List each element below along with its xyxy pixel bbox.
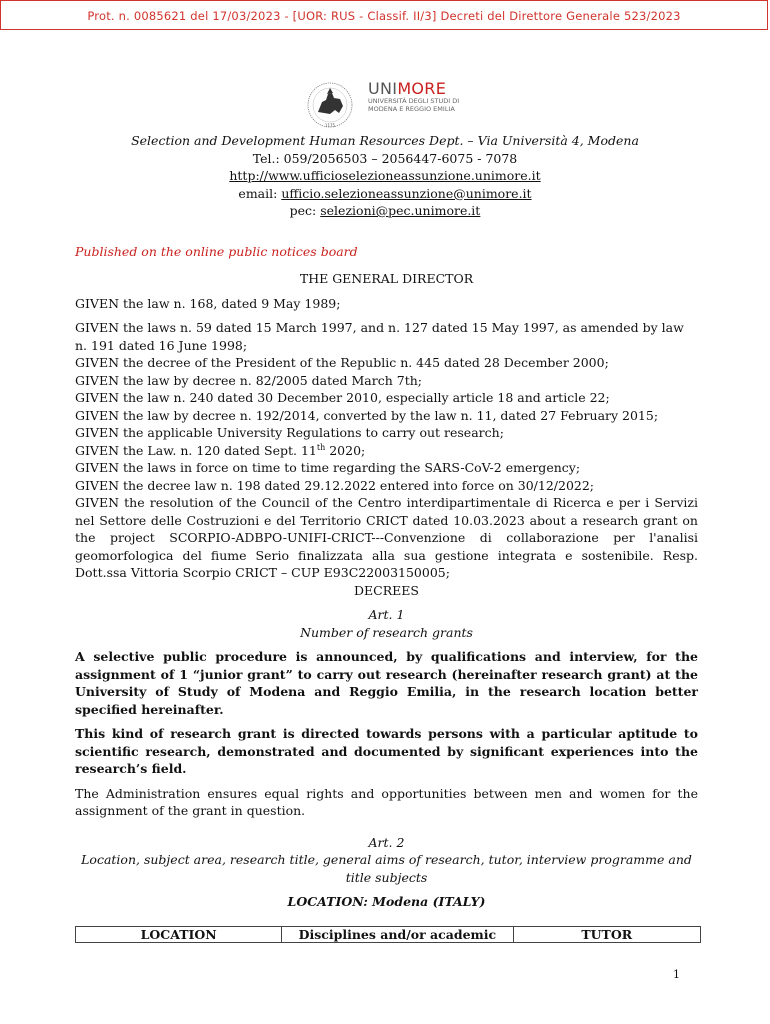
brand-name: UNIMORE — [368, 79, 447, 98]
table-header-tutor: TUTOR — [513, 927, 701, 943]
grant-table — [75, 926, 701, 943]
document-body — [75, 270, 698, 911]
email-label: email: — [238, 185, 282, 201]
table-header-disciplines: Disciplines and/or academic — [282, 927, 513, 943]
brand-text — [368, 80, 478, 113]
given-item: GIVEN the decree law n. 198 dated 29.12.2022 entered into force on 30/12/2022; — [75, 477, 595, 493]
telephone: Tel.: 059/2056503 – 2056447-6075 - 7078 — [252, 150, 518, 166]
unimore-logo — [302, 80, 472, 130]
table-header-location: LOCATION — [76, 927, 282, 943]
page-number: 1 — [673, 968, 680, 981]
given-item: GIVEN the decree of the President of the Republic n. 445 dated 28 December 2000; — [75, 355, 609, 370]
contact-block — [0, 132, 770, 220]
given-resolution: GIVEN the resolution of the Council of the Centro interdipartimentale di Ricerca e per i Servizi nel Settore delle Costruzioni e del Territorio CRICT dated 10.03.2023 about a research grant on the project SCORPIO-ADBPO-UNIFI-CRICT---Convenzione di collaborazione per l'analisi geomorfologica del fiume Serio finalizzata alla sua gestione integrata e sostenibile. Resp. Dott.ssa Vittoria Scorpio CRICT – CUP E93C22003150005; — [75, 495, 698, 580]
location-heading: LOCATION: Modena (ITALY) — [287, 894, 486, 909]
art1-paragraph-1: A selective public procedure is announced, by qualifications and interview, for the assignment of 1 “junior grant” to carry out research (hereinafter research grant) at the University of Study of Modena and Reggio Emilia, in the research location better specified hereinafter. — [75, 649, 698, 717]
given-item: GIVEN the law by decree n. 192/2014, converted by the law n. 11, dated 27 February 2015; — [75, 407, 659, 423]
given-item: GIVEN the law by decree n. 82/2005 dated March 7th; — [75, 372, 422, 388]
art2-subtitle: Location, subject area, research title, general aims of research, tutor, interview programme and title subjects — [81, 852, 692, 885]
website-link[interactable]: http://www.ufficioselezioneassunzione.unimore.it — [229, 168, 541, 183]
email-link[interactable]: ufficio.selezioneassunzione@unimore.it — [281, 185, 532, 201]
given-item: GIVEN the laws n. 59 dated 15 March 1997, and n. 127 dated 15 May 1997, as amended by law n. 191 dated 16 June 1998; — [75, 320, 684, 353]
decrees-heading: DECREES — [354, 582, 419, 598]
art1-title: Art. 1 — [368, 607, 405, 622]
department-address: Selection and Development Human Resources Dept. – Via Università 4, Modena — [131, 133, 639, 148]
pec-link[interactable]: selezioni@pec.unimore.it — [320, 203, 481, 218]
art2-title: Art. 2 — [368, 834, 405, 850]
university-seal-icon — [302, 80, 362, 130]
given-item: GIVEN the law n. 168, dated 9 May 1989; — [75, 295, 341, 311]
given-item: GIVEN the law n. 240 dated 30 December 2010, especially article 18 and article 22; — [75, 390, 610, 405]
published-note: Published on the online public notices board — [75, 244, 358, 259]
given-item: GIVEN the applicable University Regulations to carry out research; — [75, 425, 504, 440]
brand-subtitle: UNIVERSITÀ DEGLI STUDI DI MODENA E REGGIO EMILIA — [368, 97, 460, 113]
protocol-stamp: Prot. n. 0085621 del 17/03/2023 - [UOR: RUS - Classif. II/3] Decreti del Direttore Generale 523/2023 — [0, 0, 768, 30]
given-item: GIVEN the Law. n. 120 dated Sept. 11th 2020; — [75, 442, 366, 458]
director-heading: THE GENERAL DIRECTOR — [299, 271, 474, 286]
pec-label: pec: — [289, 203, 321, 218]
art1-paragraph-2: This kind of research grant is directed towards persons with a particular aptitude to scientific research, demonstrated and documented by significant experiences into the research’s field. — [75, 726, 698, 776]
given-item: GIVEN the laws in force on time to time regarding the SARS-CoV-2 emergency; — [75, 460, 581, 475]
svg-text:1175: 1175 — [324, 123, 336, 128]
art1-paragraph-3: The Administration ensures equal rights and opportunities between men and women for the assignment of the grant in question. — [75, 785, 698, 818]
art1-subtitle: Number of research grants — [300, 624, 473, 640]
table-header-row — [76, 927, 701, 943]
